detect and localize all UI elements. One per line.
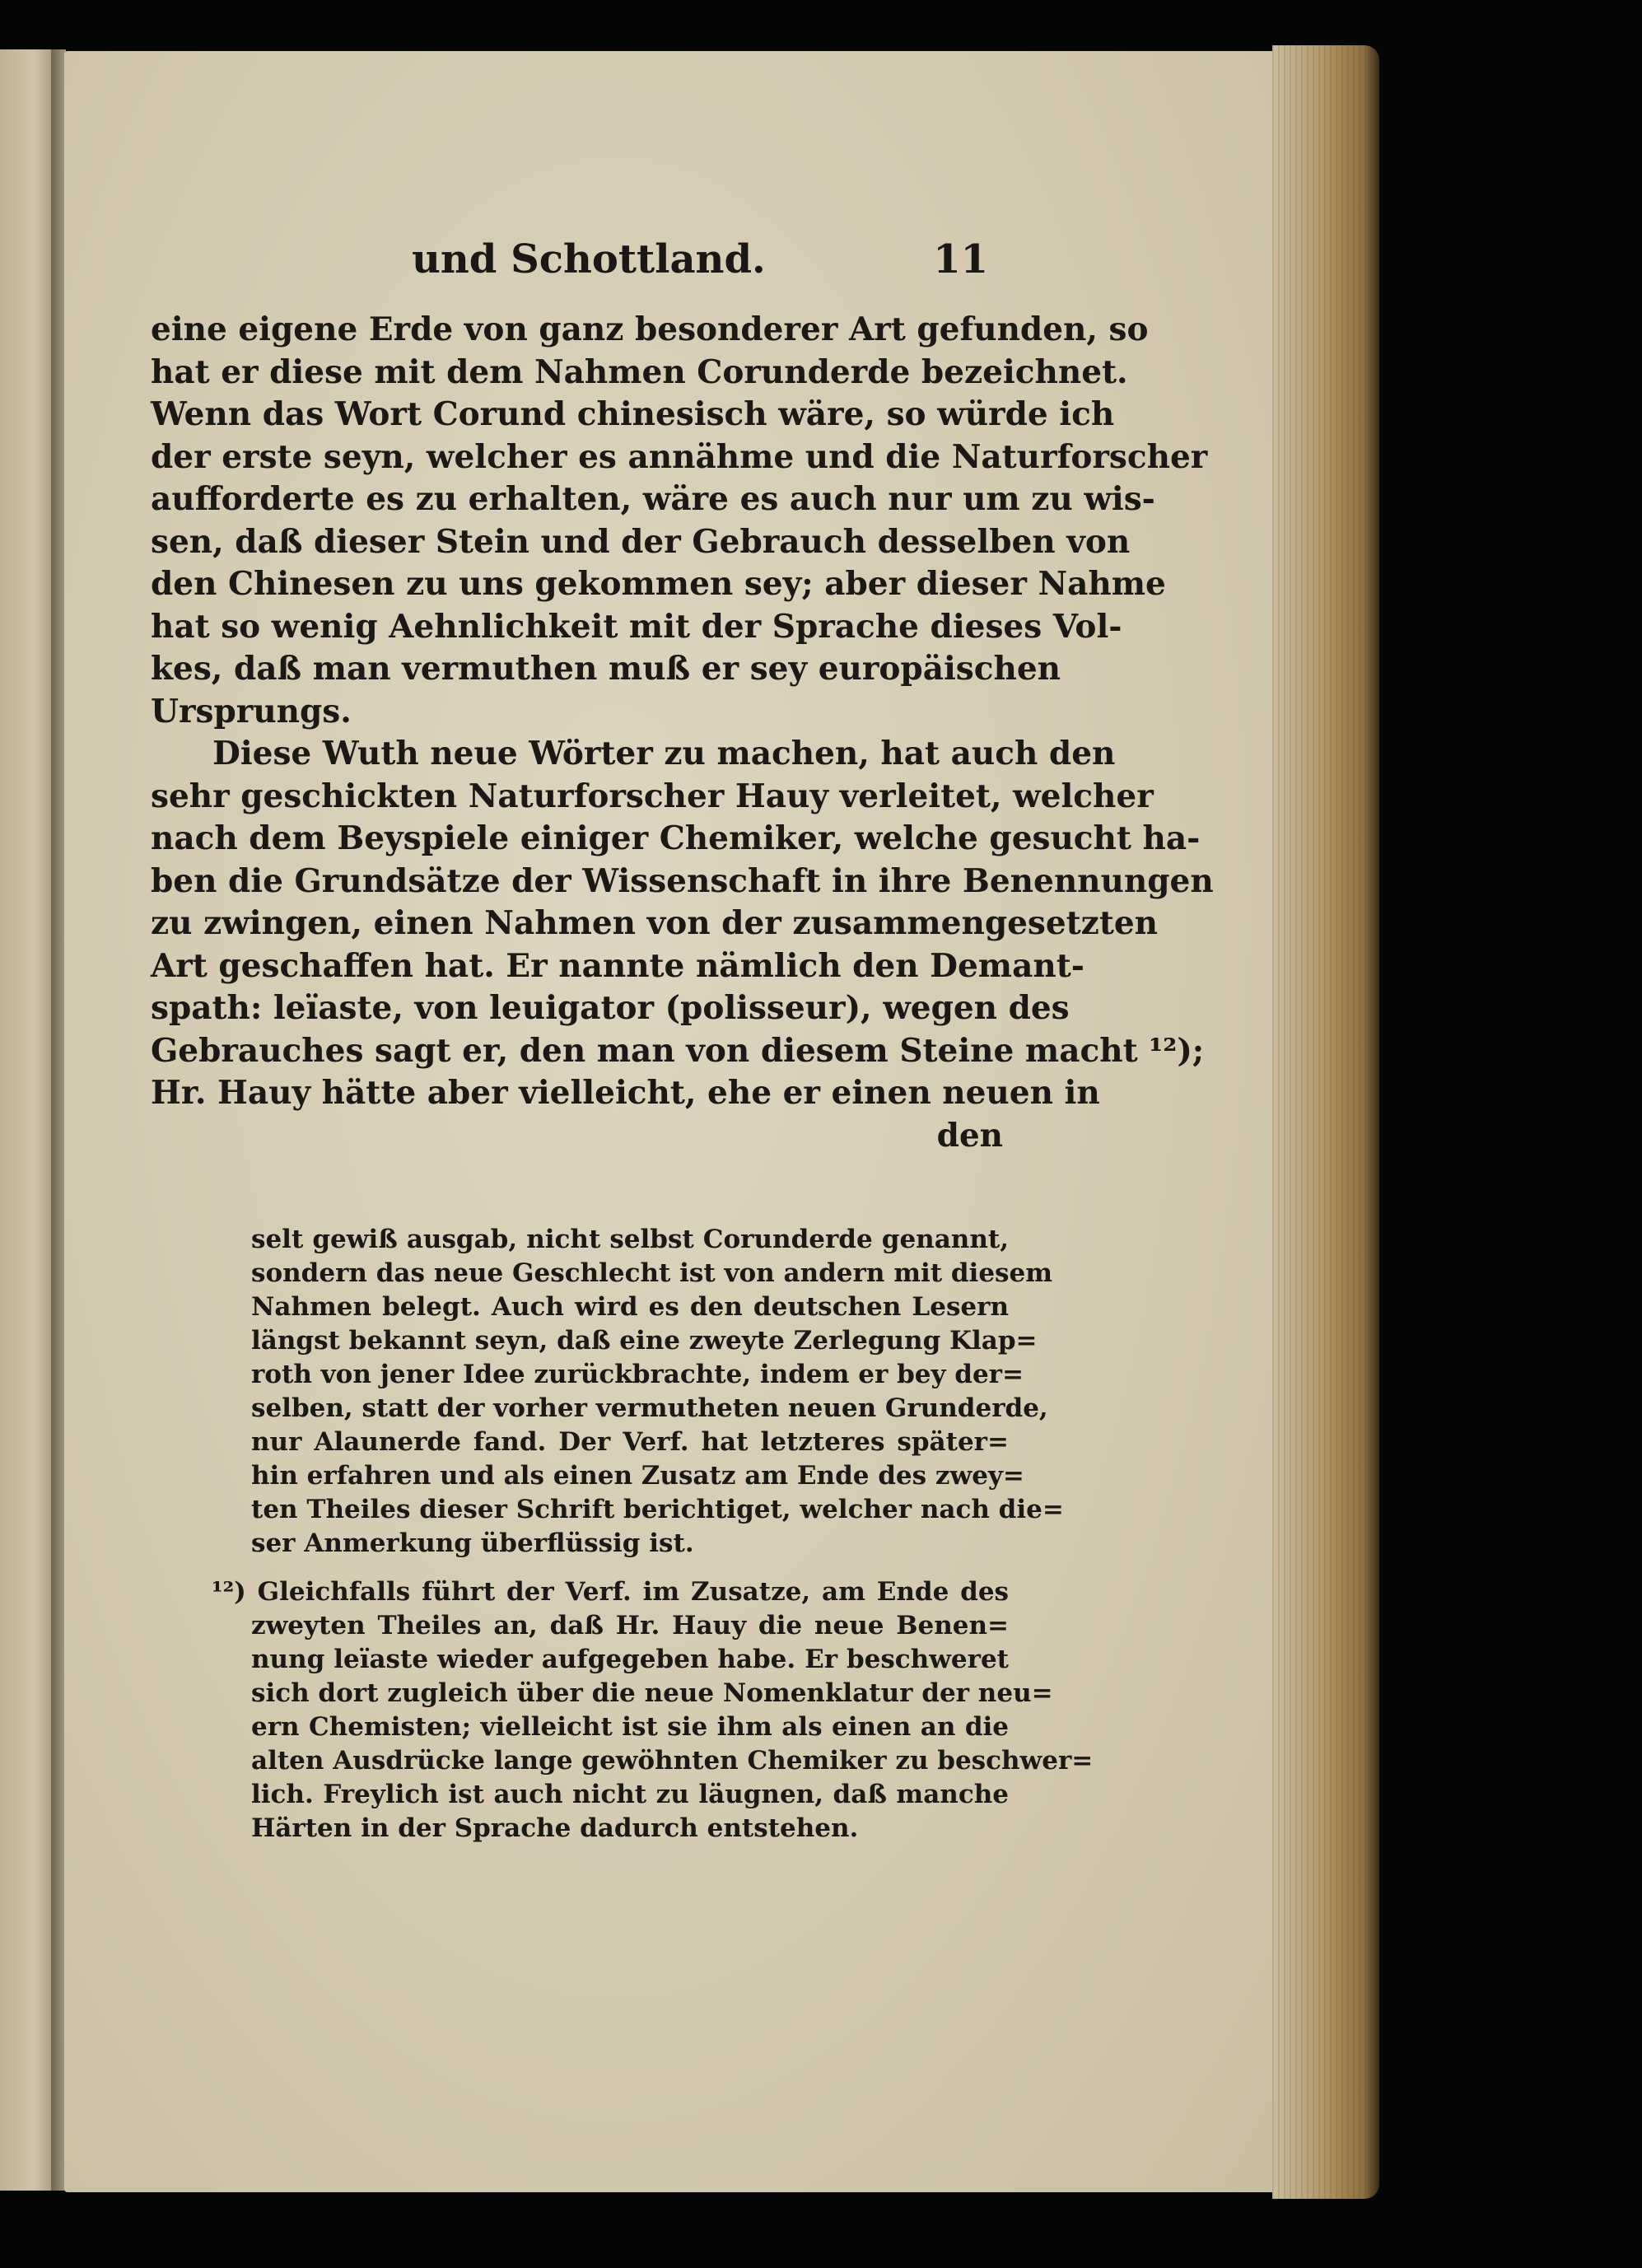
- footnotes: [212, 1223, 1094, 1846]
- running-title: und Schottland.: [412, 236, 766, 282]
- catchword: den: [936, 1116, 1003, 1155]
- text-line: sen, daß dieser Stein und der Gebrauch desselben von: [151, 522, 1131, 561]
- text-line: zu zwingen, einen Nahmen von der zusammengesetzten: [151, 904, 1159, 942]
- footnote-line: nung leïaste wieder aufgegeben habe. Er beschweret: [251, 1645, 1009, 1674]
- footnote-line: ¹²) Gleichfalls führt der Verf. im Zusatze, am Ende des: [212, 1577, 1009, 1607]
- text-line: kes, daß man vermuthen muß er sey europäischen: [151, 650, 1061, 688]
- footnote-line: längst bekannt seyn, daß eine zweyte Zerlegung Klap=: [251, 1326, 1038, 1356]
- footnote-line: sondern das neue Geschlecht ist von andern mit diesem: [251, 1258, 1053, 1288]
- text-line: Wenn das Wort Corund chinesisch wäre, so würde ich: [151, 395, 1115, 433]
- text-line: Hr. Hauy hätte aber vielleicht, ehe er einen neuen in: [151, 1074, 1100, 1112]
- text-line: nach dem Beyspiele einiger Chemiker, welche gesucht ha-: [151, 819, 1201, 857]
- footnote-line: sich dort zugleich über die neue Nomenklatur der neu=: [251, 1678, 1053, 1708]
- footnote-line: ser Anmerkung überflüssig ist.: [251, 1528, 694, 1558]
- footnote-line: Härten in der Sprache dadurch entstehen.: [251, 1813, 859, 1843]
- page-number: 11: [933, 236, 988, 282]
- footnote-line: selt gewiß ausgab, nicht selbst Corunderde genannt,: [251, 1225, 1009, 1254]
- footnote-continued: [251, 1223, 1064, 1561]
- footnote-line: lich. Freylich ist auch nicht zu läugnen, daß manche: [251, 1780, 1009, 1809]
- text-line: Diese Wuth neue Wörter zu machen, hat auch den: [212, 735, 1116, 772]
- footnote-line: nur Alaunerde fand. Der Verf. hat letzteres später=: [251, 1427, 1009, 1457]
- text-line: spath: leïaste, von leuigator (polisseur), wegen des: [151, 989, 1070, 1027]
- text-line: sehr geschickten Naturforscher Hauy verleitet, welcher: [151, 777, 1154, 815]
- text-line: ben die Grundsätze der Wissenschaft in ihre Benennungen: [151, 861, 1214, 900]
- facing-page-edge: [0, 49, 58, 2191]
- text-line: aufforderte es zu erhalten, wäre es auch nur um zu wis-: [151, 480, 1155, 518]
- footnote-line: ten Theiles dieser Schrift berichtiget, welcher nach die=: [251, 1495, 1064, 1524]
- footnote-line: roth von jener Idee zurückbrachte, indem er bey der=: [251, 1360, 1024, 1389]
- footnote-line: alten Ausdrücke lange gewöhnten Chemiker zu beschwer=: [251, 1746, 1094, 1776]
- text-line: Art geschaffen hat. Er nannte nämlich den Demant-: [151, 946, 1085, 985]
- footnote-line: Nahmen belegt. Auch wird es den deutschen Lesern: [251, 1292, 1009, 1322]
- text-line: der erste seyn, welcher es annähme und die Naturforscher: [151, 437, 1208, 476]
- page-stack-edges: [1272, 45, 1379, 2199]
- text-line: eine eigene Erde von ganz besonderer Art gefunden, so: [151, 310, 1149, 348]
- text-line: Ursprungs.: [151, 692, 352, 730]
- footnote-line: hin erfahren und als einen Zusatz am Ende des zwey=: [251, 1461, 1024, 1491]
- text-line: Gebrauches sagt er, den man von diesem Steine macht ¹²);: [151, 1031, 1205, 1070]
- page-header: [412, 231, 988, 288]
- text-line: hat er diese mit dem Nahmen Corunderde bezeichnet.: [151, 352, 1128, 391]
- text-line: hat so wenig Aehnlichkeit mit der Sprache dieses Vol-: [151, 607, 1122, 646]
- text-line: den Chinesen zu uns gekommen sey; aber dieser Nahme: [151, 565, 1166, 603]
- main-text: [151, 309, 1214, 1157]
- footnote-line: selben, statt der vorher vermutheten neuen Grunderde,: [251, 1393, 1048, 1423]
- footnote-line: zweyten Theiles an, daß Hr. Hauy die neue Benen=: [251, 1611, 1009, 1640]
- footnote-12: [212, 1575, 1094, 1846]
- footnote-line: ern Chemisten; vielleicht ist sie ihm als einen an die: [251, 1712, 1009, 1742]
